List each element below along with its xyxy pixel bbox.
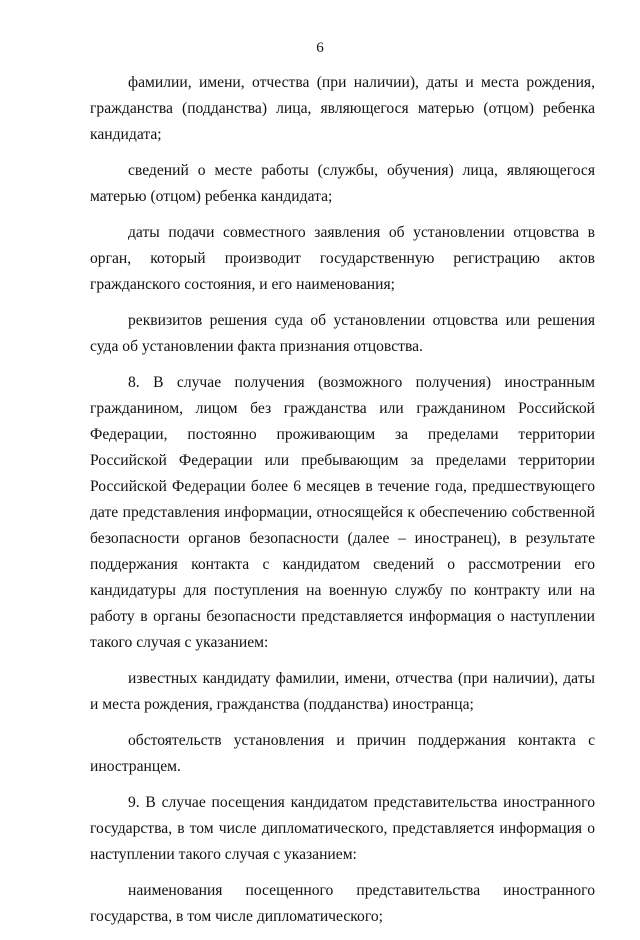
paragraph-workplace: сведений о месте работы (службы, обучения) лица, являющегося матерью (отцом) ребенка кандидата; <box>90 162 595 205</box>
paragraph-foreigner-name: известных кандидату фамилии, имени, отчества (при наличии), даты и места рождения, гражданства (подданства) иностранца; <box>90 670 595 713</box>
paragraph-joint-application: даты подачи совместного заявления об установлении отцовства в орган, который производит государственную регистрацию актов гражданского состояния, и его наименования; <box>90 224 595 293</box>
paragraph-section-8: 8. В случае получения (возможного получения) иностранным гражданином, лицом без гражданства или гражданином Российской Федерации, постоянно проживающим за пределами территории Российской Федерации или пребывающим за пределами территории Российской Федерации более 6 месяцев в течение года, предшествующего дате представления информации, относящейся к обеспечению собственной безопасности органов безопасности (далее – иностранец), в результате поддержания контакта с кандидатом сведений о рассмотрении его кандидатуры для поступления на военную службу по контракту или на работу в органы безопасности представляется информация о наступлении такого случая с указанием: <box>90 374 595 651</box>
document-body <box>90 70 595 940</box>
paragraph-contact-circumstances: обстоятельств установления и причин поддержания контакта с иностранцем. <box>90 732 595 775</box>
paragraph-section-9: 9. В случае посещения кандидатом представительства иностранного государства, в том числе дипломатического, представляется информация о наступлении такого случая с указанием: <box>90 794 595 863</box>
paragraph-surname-mother-father: фамилии, имени, отчества (при наличии), даты и места рождения, гражданства (подданства) лица, являющегося матерью (отцом) ребенка кандидата; <box>90 74 595 143</box>
page-number: 6 <box>316 40 324 56</box>
paragraph-court-decision: реквизитов решения суда об установлении отцовства или решения суда об установлении факта признания отцовства. <box>90 312 595 355</box>
paragraph-representation-name: наименования посещенного представительства иностранного государства, в том числе дипломатического; <box>90 882 595 925</box>
